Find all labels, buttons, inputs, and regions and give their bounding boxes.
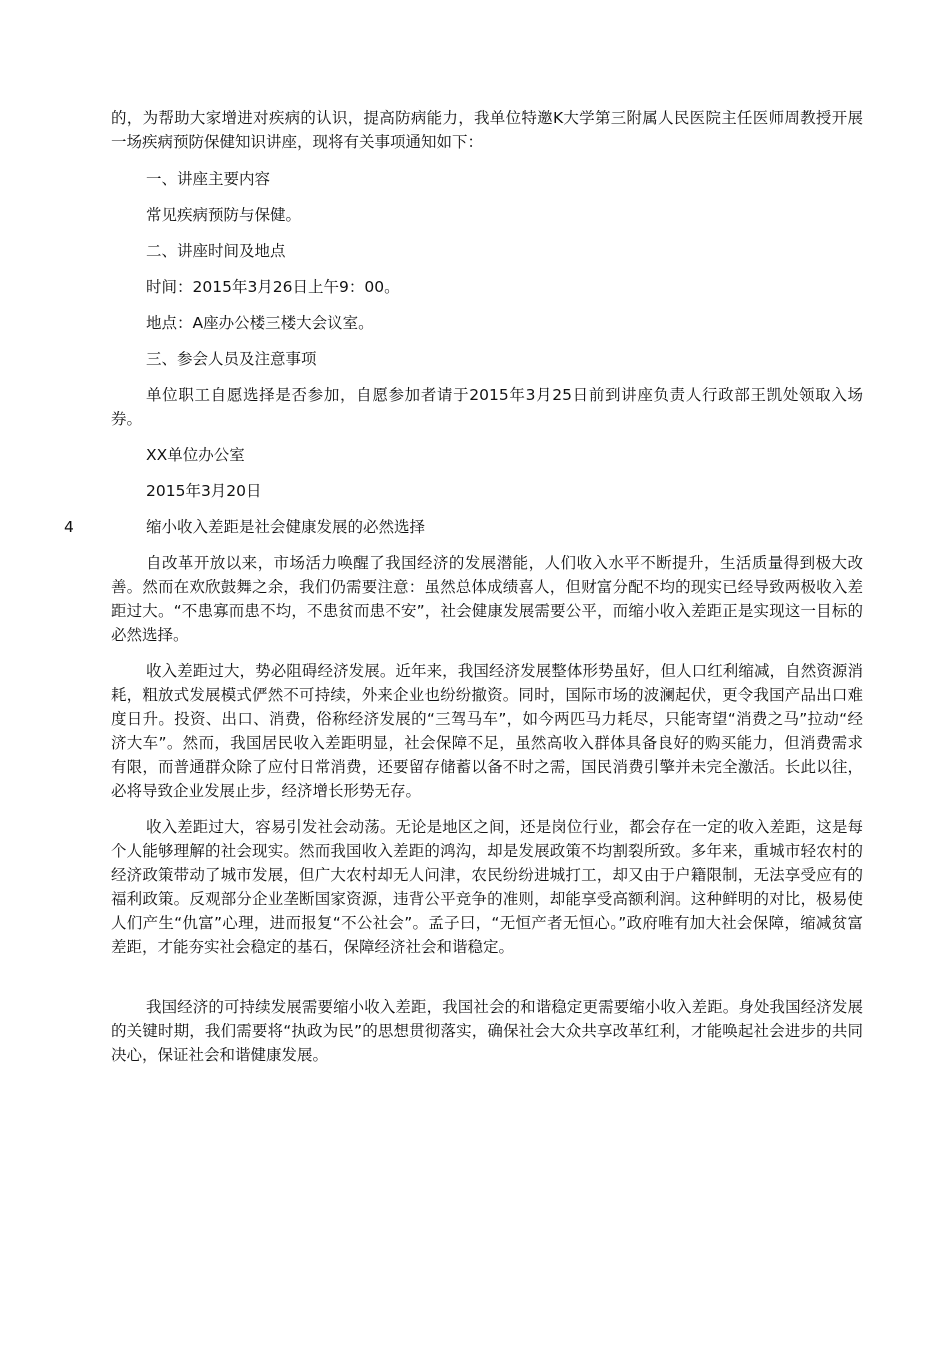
essay-paragraph-1: 自改革开放以来，市场活力唤醒了我国经济的发展潜能，人们收入水平不断提升，生活质量得到极大改善。然而在欢欣鼓舞之余，我们仍需要注意：虽然总体成绩喜人，但财富分配不均的现实已经导致两极收入差距过大。“不患寡而患不均，不患贫而患不安”，社会健康发展需要公平，而缩小收入差距正是实现这一目标的必然选择。 (111, 554, 863, 644)
lecture-time: 时间：2015年3月26日上午9：00。 (146, 278, 400, 296)
essay-number: 4 (64, 518, 74, 536)
section1-body: 常见疾病预防与保健。 (146, 206, 302, 224)
notice-signature: XX单位办公室 (146, 446, 245, 464)
notice-intro: 的，为帮助大家增进对疾病的认识，提高防病能力，我单位特邀K大学第三附属人民医院主任医师周教授开展一场疾病预防保健知识讲座，现将有关事项通知如下： (111, 109, 863, 151)
section3-heading: 三、参会人员及注意事项 (146, 350, 317, 368)
lecture-place: 地点：A座办公楼三楼大会议室。 (146, 314, 374, 332)
essay-title: 缩小收入差距是社会健康发展的必然选择 (146, 518, 426, 536)
essay-paragraph-3: 收入差距过大，容易引发社会动荡。无论是地区之间，还是岗位行业，都会存在一定的收入差距，这是每个人能够理解的社会现实。然而我国收入差距的鸿沟，却是发展政策不均割裂所致。多年来，重城市轻农村的经济政策带动了城市发展，但广大农村却无人问津，农民纷纷进城打工，却又由于户籍限制，无法享受应有的福利政策。反观部分企业垄断国家资源，违背公平竞争的准则，却能享受高额利润。这种鲜明的对比，极易使人们产生“仇富”心理，进而报复“不公社会”。孟子曰，“无恒产者无恒心。”政府唯有加大社会保障，缩减贫富差距，才能夯实社会稳定的基石，保障经济社会和谐稳定。 (111, 818, 863, 956)
essay-paragraph-4: 我国经济的可持续发展需要缩小收入差距，我国社会的和谐稳定更需要缩小收入差距。身处我国经济发展的关键时期，我们需要将“执政为民”的思想贯彻落实，确保社会大众共享改革红利，才能唤起社会进步的共同决心，保证社会和谐健康发展。 (111, 998, 863, 1064)
section1-heading: 一、讲座主要内容 (146, 170, 271, 188)
section2-heading: 二、讲座时间及地点 (146, 242, 286, 260)
essay-paragraph-2: 收入差距过大，势必阻碍经济发展。近年来，我国经济发展整体形势虽好，但人口红利缩减，自然资源消耗，粗放式发展模式俨然不可持续，外来企业也纷纷撤资。同时，国际市场的波澜起伏，更令我国产品出口难度日升。投资、出口、消费，俗称经济发展的“三驾马车”，如今两匹马力耗尽，只能寄望“消费之马”拉动“经济大车”。然而，我国居民收入差距明显，社会保障不足，虽然高收入群体具备良好的购买能力，但消费需求有限，而普通群众除了应付日常消费，还要留存储蓄以备不时之需，国民消费引擎并未完全激活。长此以往，必将导致企业发展止步，经济增长形势无存。 (111, 662, 863, 800)
notice-date: 2015年3月20日 (146, 482, 262, 500)
section3-body: 单位职工自愿选择是否参加，自愿参加者请于2015年3月25日前到讲座负责人行政部王凯处领取入场券。 (111, 386, 863, 428)
